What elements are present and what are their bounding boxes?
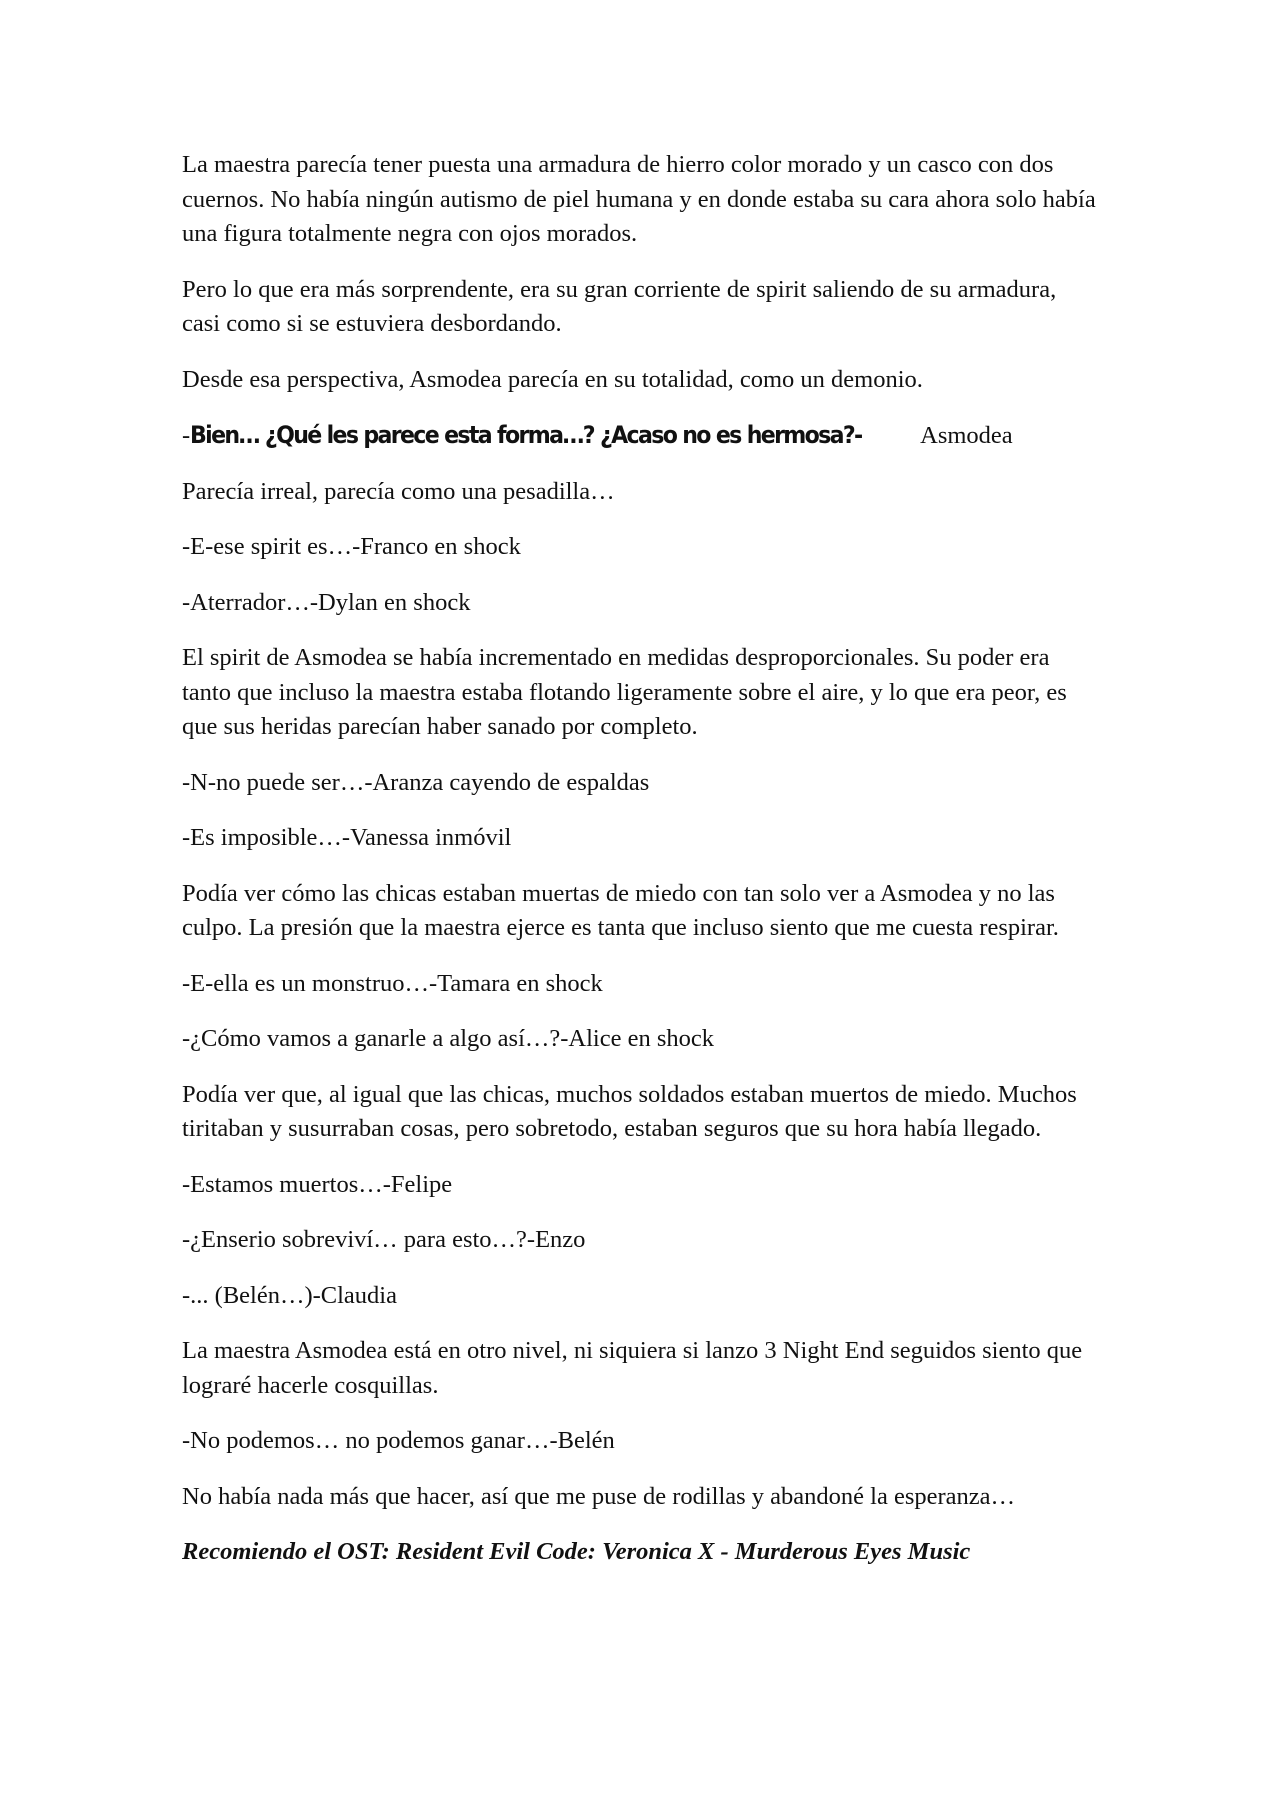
dialogue-line: -Es imposible…-Vanessa inmóvil [182, 824, 512, 851]
document-page [182, 148, 1100, 1591]
dialogue-line: -¿Cómo vamos a ganarle a algo así…?-Alice en shock [182, 1025, 715, 1052]
demon-speech: Bien… ¿Qué les parece esta forma…? ¿Acaso no es hermosa?- [190, 421, 862, 449]
paragraph: Parecía irreal, parecía como una pesadilla… [182, 477, 615, 505]
paragraph: No había nada más que hacer, así que me puse de rodillas y abandoné la esperanza… [182, 1482, 1016, 1510]
dialogue-line: -¿Enserio sobreviví… para esto…?-Enzo [182, 1226, 586, 1253]
dialogue-asmodea [182, 418, 1100, 454]
dialogue-speaker: Asmodea [920, 422, 1013, 449]
dialogue-line: -N-no puede ser…-Aranza cayendo de espaldas [182, 768, 650, 796]
paragraph: El spirit de Asmodea se había incrementado en medidas desproporcionales. Su poder era tanto que incluso la maestra estaba flotando ligeramente sobre el aire, y lo que era peor, es que sus heridas parecían haber sanado por completo. [182, 644, 1067, 740]
dialogue-line: -... (Belén…)-Claudia [182, 1281, 397, 1309]
paragraph: La maestra Asmodea está en otro nivel, ni siquiera si lanzo 3 Night End seguidos siento que lograré hacerle cosquillas. [182, 1337, 1083, 1399]
dialogue-line: -Aterrador…-Dylan en shock [182, 588, 471, 616]
dialogue-line: -No podemos… no podemos ganar…-Belén [182, 1427, 615, 1454]
paragraph: La maestra parecía tener puesta una armadura de hierro color morado y un casco con dos cuernos. No había ningún autismo de piel humana y en donde estaba su cara ahora solo había una figura totalmente negra con ojos morados. [182, 151, 1096, 247]
paragraph: Podía ver que, al igual que las chicas, muchos soldados estaban muertos de miedo. Muchos tiritaban y susurraban cosas, pero sobretodo, estaban seguros que su hora había llegado. [182, 1080, 1077, 1142]
paragraph: Podía ver cómo las chicas estaban muertas de miedo con tan solo ver a Asmodea y no las culpo. La presión que la maestra ejerce es tanta que incluso siento que me cuesta respirar. [182, 879, 1059, 941]
dialogue-prefix: - [182, 422, 191, 449]
dialogue-line: -Estamos muertos…-Felipe [182, 1170, 453, 1198]
dialogue-line: -E-ese spirit es…-Franco en shock [182, 533, 521, 560]
dialogue-line: -E-ella es un monstruo…-Tamara en shock [182, 969, 603, 997]
paragraph: Pero lo que era más sorprendente, era su gran corriente de spirit saliendo de su armadura, casi como si se estuviera desbordando. [182, 275, 1057, 337]
ost-recommendation: Recomiendo el OST: Resident Evil Code: Veronica X - Murderous Eyes Music [182, 1538, 971, 1565]
paragraph: Desde esa perspectiva, Asmodea parecía en su totalidad, como un demonio. [182, 365, 923, 393]
